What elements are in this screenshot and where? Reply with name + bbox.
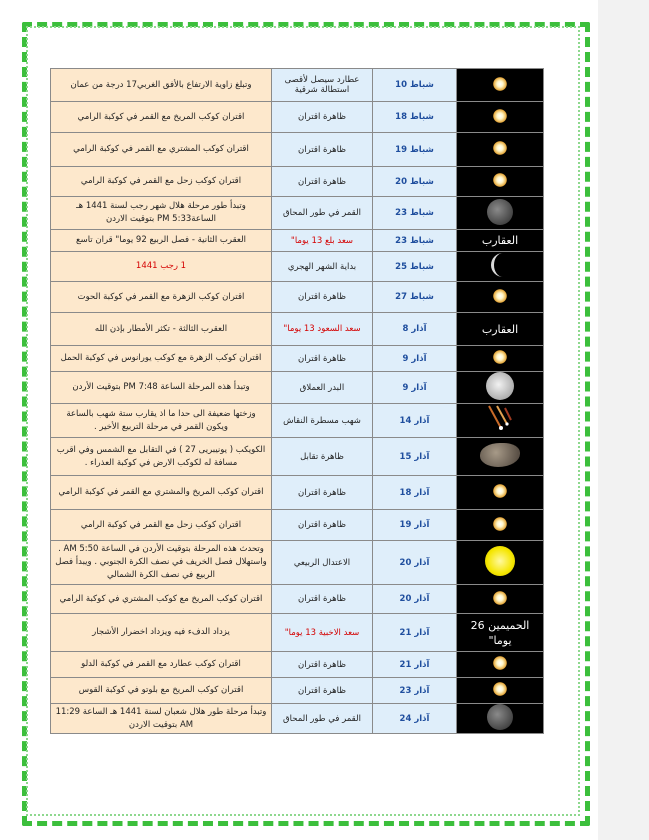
event-phenomenon: ظاهرة اقتران <box>272 346 373 372</box>
event-phenomenon: ظاهرة اقتران <box>272 585 373 614</box>
table-row <box>51 438 544 476</box>
event-description: اقتران كوكب المشتري مع القمر في كوكبة الرامي <box>51 133 272 167</box>
event-image-cell <box>457 585 544 614</box>
asteroid-icon <box>480 460 520 470</box>
table-row <box>51 704 544 734</box>
event-phenomenon: ظاهرة اقتران <box>272 282 373 313</box>
event-date: شباط 19 <box>373 133 457 167</box>
event-image-cell <box>457 346 544 372</box>
event-phenomenon: القمر في طور المحاق <box>272 704 373 734</box>
event-description: وزختها ضعيفة الى حدا ما اذ يقارب ستة شهب بالساعة ويكون القمر في مرحلة التربيع الأخير . <box>51 404 272 438</box>
event-description: اقتران كوكب المريخ مع كوكب المشتري في كوكبة الرامي <box>51 585 272 614</box>
event-image-cell <box>457 372 544 404</box>
event-image-cell <box>457 704 544 734</box>
event-description: 1 رجب 1441 <box>51 252 272 282</box>
event-image-cell <box>457 404 544 438</box>
event-phenomenon: ظاهرة تقابل <box>272 438 373 476</box>
event-image-cell <box>457 197 544 230</box>
event-date: آذار 19 <box>373 510 457 541</box>
event-phenomenon: القمر في طور المحاق <box>272 197 373 230</box>
event-date: شباط 18 <box>373 102 457 133</box>
event-image-cell <box>457 102 544 133</box>
table-row <box>51 69 544 102</box>
event-image-cell <box>457 438 544 476</box>
table-row <box>51 282 544 313</box>
event-phenomenon: ظاهرة اقتران <box>272 652 373 678</box>
event-image-cell <box>457 230 544 252</box>
event-phenomenon: ظاهرة اقتران <box>272 678 373 704</box>
event-date: آذار 15 <box>373 438 457 476</box>
table-row <box>51 476 544 510</box>
star-icon <box>493 689 507 699</box>
event-phenomenon: ظاهرة اقتران <box>272 102 373 133</box>
event-description: الكويكب ( يونيبريى 27 ) في التقابل مع الشمس وفي اقرب مسافة له لكوكب الارض في كوكبة العذراء . <box>51 438 272 476</box>
event-phenomenon: ظاهرة اقتران <box>272 133 373 167</box>
event-image-cell <box>457 510 544 541</box>
event-description: اقتران كوكب الزهرة مع كوكب يورانوس في كوكبة الحمل <box>51 346 272 372</box>
table-row <box>51 230 544 252</box>
event-image-cell <box>457 133 544 167</box>
event-description: اقتران كوكب المريخ مع القمر في كوكبة الرامي <box>51 102 272 133</box>
star-icon <box>493 84 507 94</box>
event-date: آذار 20 <box>373 585 457 614</box>
event-image-cell <box>457 614 544 652</box>
meteor-icon <box>485 427 515 437</box>
astronomy-events-table <box>50 68 544 734</box>
event-date: آذار 23 <box>373 678 457 704</box>
event-phenomenon: بداية الشهر الهجري <box>272 252 373 282</box>
event-phenomenon: ظاهرة اقتران <box>272 510 373 541</box>
sun-icon <box>485 569 515 579</box>
table-row <box>51 252 544 282</box>
season-label: الحميمين 26 يوما" <box>470 618 530 647</box>
event-date: شباط 23 <box>373 230 457 252</box>
event-description: اقتران كوكب عطارد مع القمر في كوكبة الدلو <box>51 652 272 678</box>
table-row <box>51 167 544 197</box>
event-date: آذار 9 <box>373 372 457 404</box>
event-date: آذار 21 <box>373 614 457 652</box>
event-date: آذار 21 <box>373 652 457 678</box>
event-description: اقتران كوكب المريخ مع بلوتو في كوكبة القوس <box>51 678 272 704</box>
event-description: اقتران كوكب المريخ والمشتري مع القمر في كوكبة الرامي <box>51 476 272 510</box>
event-image-cell <box>457 678 544 704</box>
event-image-cell <box>457 313 544 346</box>
event-description: وتبلغ زاوية الارتفاع بالأفق الغربي17 درجة من عمان <box>51 69 272 102</box>
events-table-body <box>51 69 544 734</box>
event-date: شباط 10 <box>373 69 457 102</box>
table-row <box>51 102 544 133</box>
star-icon <box>493 598 507 608</box>
event-date: آذار 8 <box>373 313 457 346</box>
event-description: وتحدث هذه المرحلة بتوقيت الأردن في الساعة 5:50 AM . واستهلال فصل الخريف في نصف الكرة الجنوبي . ويبدأ فصل الربيع في نصف الكرة الشمالي <box>51 541 272 585</box>
event-date: آذار 14 <box>373 404 457 438</box>
event-phenomenon: عطارد سيصل لأقصى استطالة شرقية <box>272 69 373 102</box>
star-icon <box>493 357 507 367</box>
table-row <box>51 585 544 614</box>
star-icon <box>493 524 507 534</box>
table-row <box>51 346 544 372</box>
event-image-cell <box>457 69 544 102</box>
table-row <box>51 614 544 652</box>
event-phenomenon: شهب مسطرة النقاش <box>272 404 373 438</box>
event-description: وتبدأ طور مرحلة هلال شهر رجب لسنة 1441 هـ الساعة5:33 PM بتوقيت الاردن <box>51 197 272 230</box>
event-phenomenon: ظاهرة اقتران <box>272 476 373 510</box>
event-phenomenon: سعد بلع 13 يوما" <box>272 230 373 252</box>
table-row <box>51 313 544 346</box>
event-date: شباط 20 <box>373 167 457 197</box>
event-image-cell <box>457 167 544 197</box>
event-date: شباط 27 <box>373 282 457 313</box>
event-description: وتبدأ مرحلة طور هلال شعبان لسنة 1441 هـ الساعة 11:29 AM بتوقيت الاردن <box>51 704 272 734</box>
event-image-cell <box>457 476 544 510</box>
event-description: وتبدأ هذه المرحلة الساعة 7:48 PM بتوقيت الأردن <box>51 372 272 404</box>
event-date: شباط 23 <box>373 197 457 230</box>
event-description: العقرب الثالثة - تكثر الأمطار بإذن الله <box>51 313 272 346</box>
event-description: اقتران كوكب زحل مع القمر في كوكبة الرامي <box>51 167 272 197</box>
season-label: العقارب <box>481 322 519 336</box>
star-icon <box>493 663 507 673</box>
event-date: شباط 25 <box>373 252 457 282</box>
star-icon <box>493 491 507 501</box>
event-image-cell <box>457 541 544 585</box>
star-icon <box>493 148 507 158</box>
event-phenomenon: سعد الاخبية 13 يوما" <box>272 614 373 652</box>
table-row <box>51 652 544 678</box>
star-icon <box>493 116 507 126</box>
star-icon <box>493 296 507 306</box>
page-margin-shade <box>598 0 649 840</box>
new-moon-icon <box>487 723 513 733</box>
event-phenomenon: البدر العملاق <box>272 372 373 404</box>
table-row <box>51 678 544 704</box>
table-row <box>51 133 544 167</box>
table-row <box>51 510 544 541</box>
event-phenomenon: الاعتدال الربيعي <box>272 541 373 585</box>
event-description: العقرب الثانية - فصل الربيع 92 يوما" قران تاسع <box>51 230 272 252</box>
event-image-cell <box>457 282 544 313</box>
event-date: آذار 24 <box>373 704 457 734</box>
table-row <box>51 404 544 438</box>
crescent-moon-icon <box>489 271 511 281</box>
event-phenomenon: ظاهرة اقتران <box>272 167 373 197</box>
event-description: اقتران كوكب الزهرة مع القمر في كوكبة الحوت <box>51 282 272 313</box>
event-image-cell <box>457 652 544 678</box>
new-moon-icon <box>487 218 513 228</box>
event-date: آذار 9 <box>373 346 457 372</box>
table-row <box>51 372 544 404</box>
event-date: آذار 20 <box>373 541 457 585</box>
event-description: يزداد الدفء فيه ويزداد اخضرار الأشجار <box>51 614 272 652</box>
event-description: اقتران كوكب زحل مع القمر في كوكبة الرامي <box>51 510 272 541</box>
table-row <box>51 197 544 230</box>
event-phenomenon: سعد السعود 13 يوما" <box>272 313 373 346</box>
season-label: العقارب <box>481 234 519 247</box>
event-date: آذار 18 <box>373 476 457 510</box>
star-icon <box>493 180 507 190</box>
event-image-cell <box>457 252 544 282</box>
table-row <box>51 541 544 585</box>
full-moon-icon <box>486 393 514 403</box>
